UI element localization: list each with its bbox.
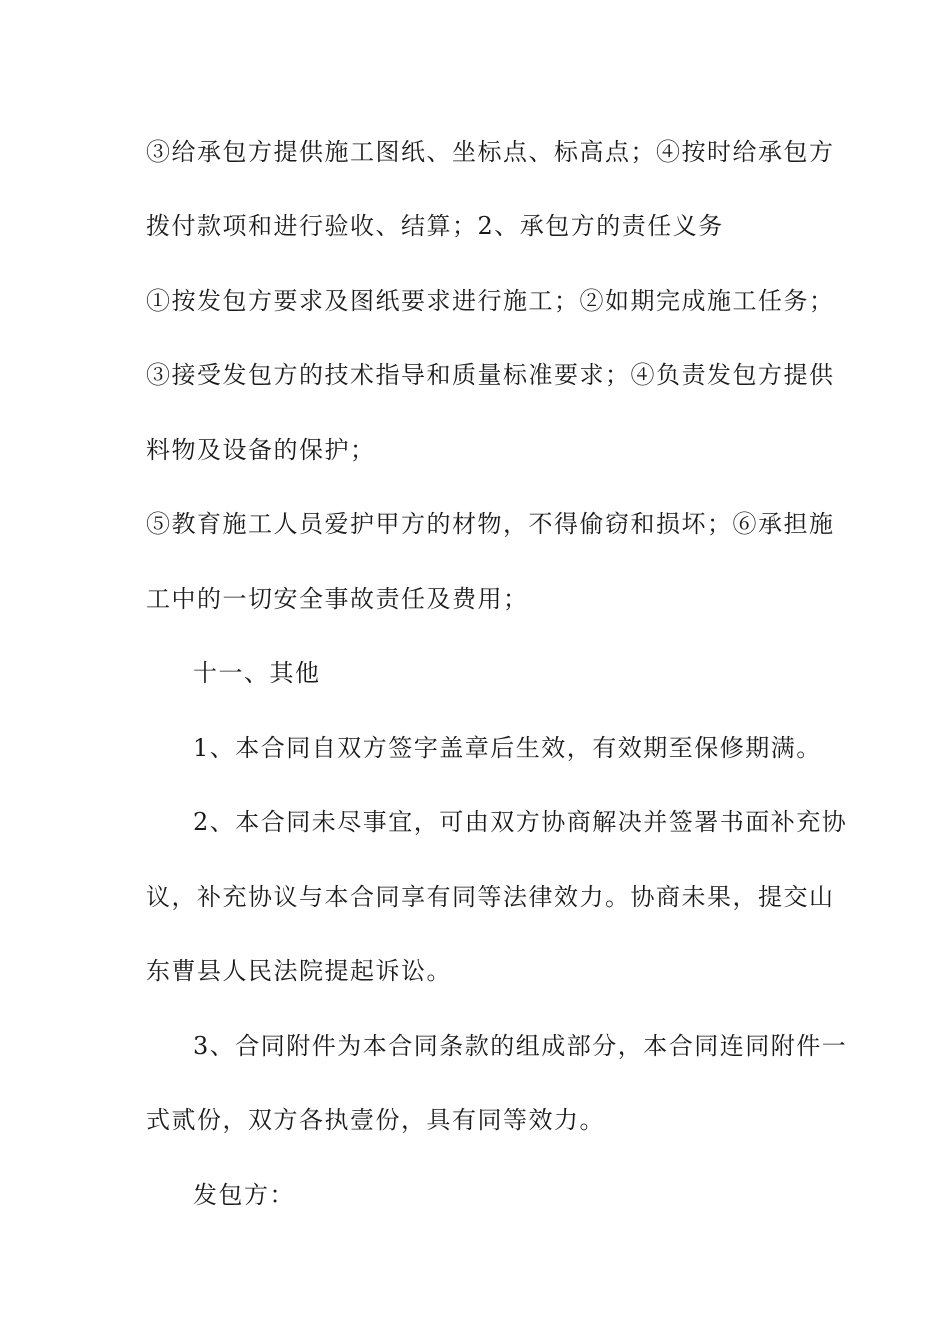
text-line: 料物及设备的保护；: [146, 436, 376, 464]
text-line: 议，补充协议与本合同享有同等法律效力。协商未果，提交山: [146, 883, 835, 911]
clause-3: 3、合同附件为本合同条款的组成部分，本合同连同附件一: [193, 1032, 848, 1060]
text-line: 式贰份，双方各执壹份，具有同等效力。: [146, 1106, 605, 1134]
section-heading: 十一、其他: [193, 659, 321, 687]
clause-1: 1、本合同自双方签字盖章后生效，有效期至保修期满。: [193, 734, 822, 762]
text-line: 拨付款项和进行验收、结算；2、承包方的责任义务: [146, 212, 724, 240]
text-line: 工中的一切安全事故责任及费用；: [146, 585, 529, 613]
signature-label: 发包方：: [193, 1181, 295, 1209]
text-line: ①按发包方要求及图纸要求进行施工；②如期完成施工任务；: [146, 287, 835, 315]
text-line: 东曹县人民法院提起诉讼。: [146, 957, 452, 985]
text-line: ③接受发包方的技术指导和质量标准要求；④负责发包方提供: [146, 361, 835, 389]
text-line: ⑤教育施工人员爱护甲方的材物，不得偷窃和损坏；⑥承担施: [146, 510, 835, 538]
text-line: ③给承包方提供施工图纸、坐标点、标高点；④按时给承包方: [146, 138, 835, 166]
clause-2: 2、本合同未尽事宜，可由双方协商解决并签署书面补充协: [193, 808, 848, 836]
